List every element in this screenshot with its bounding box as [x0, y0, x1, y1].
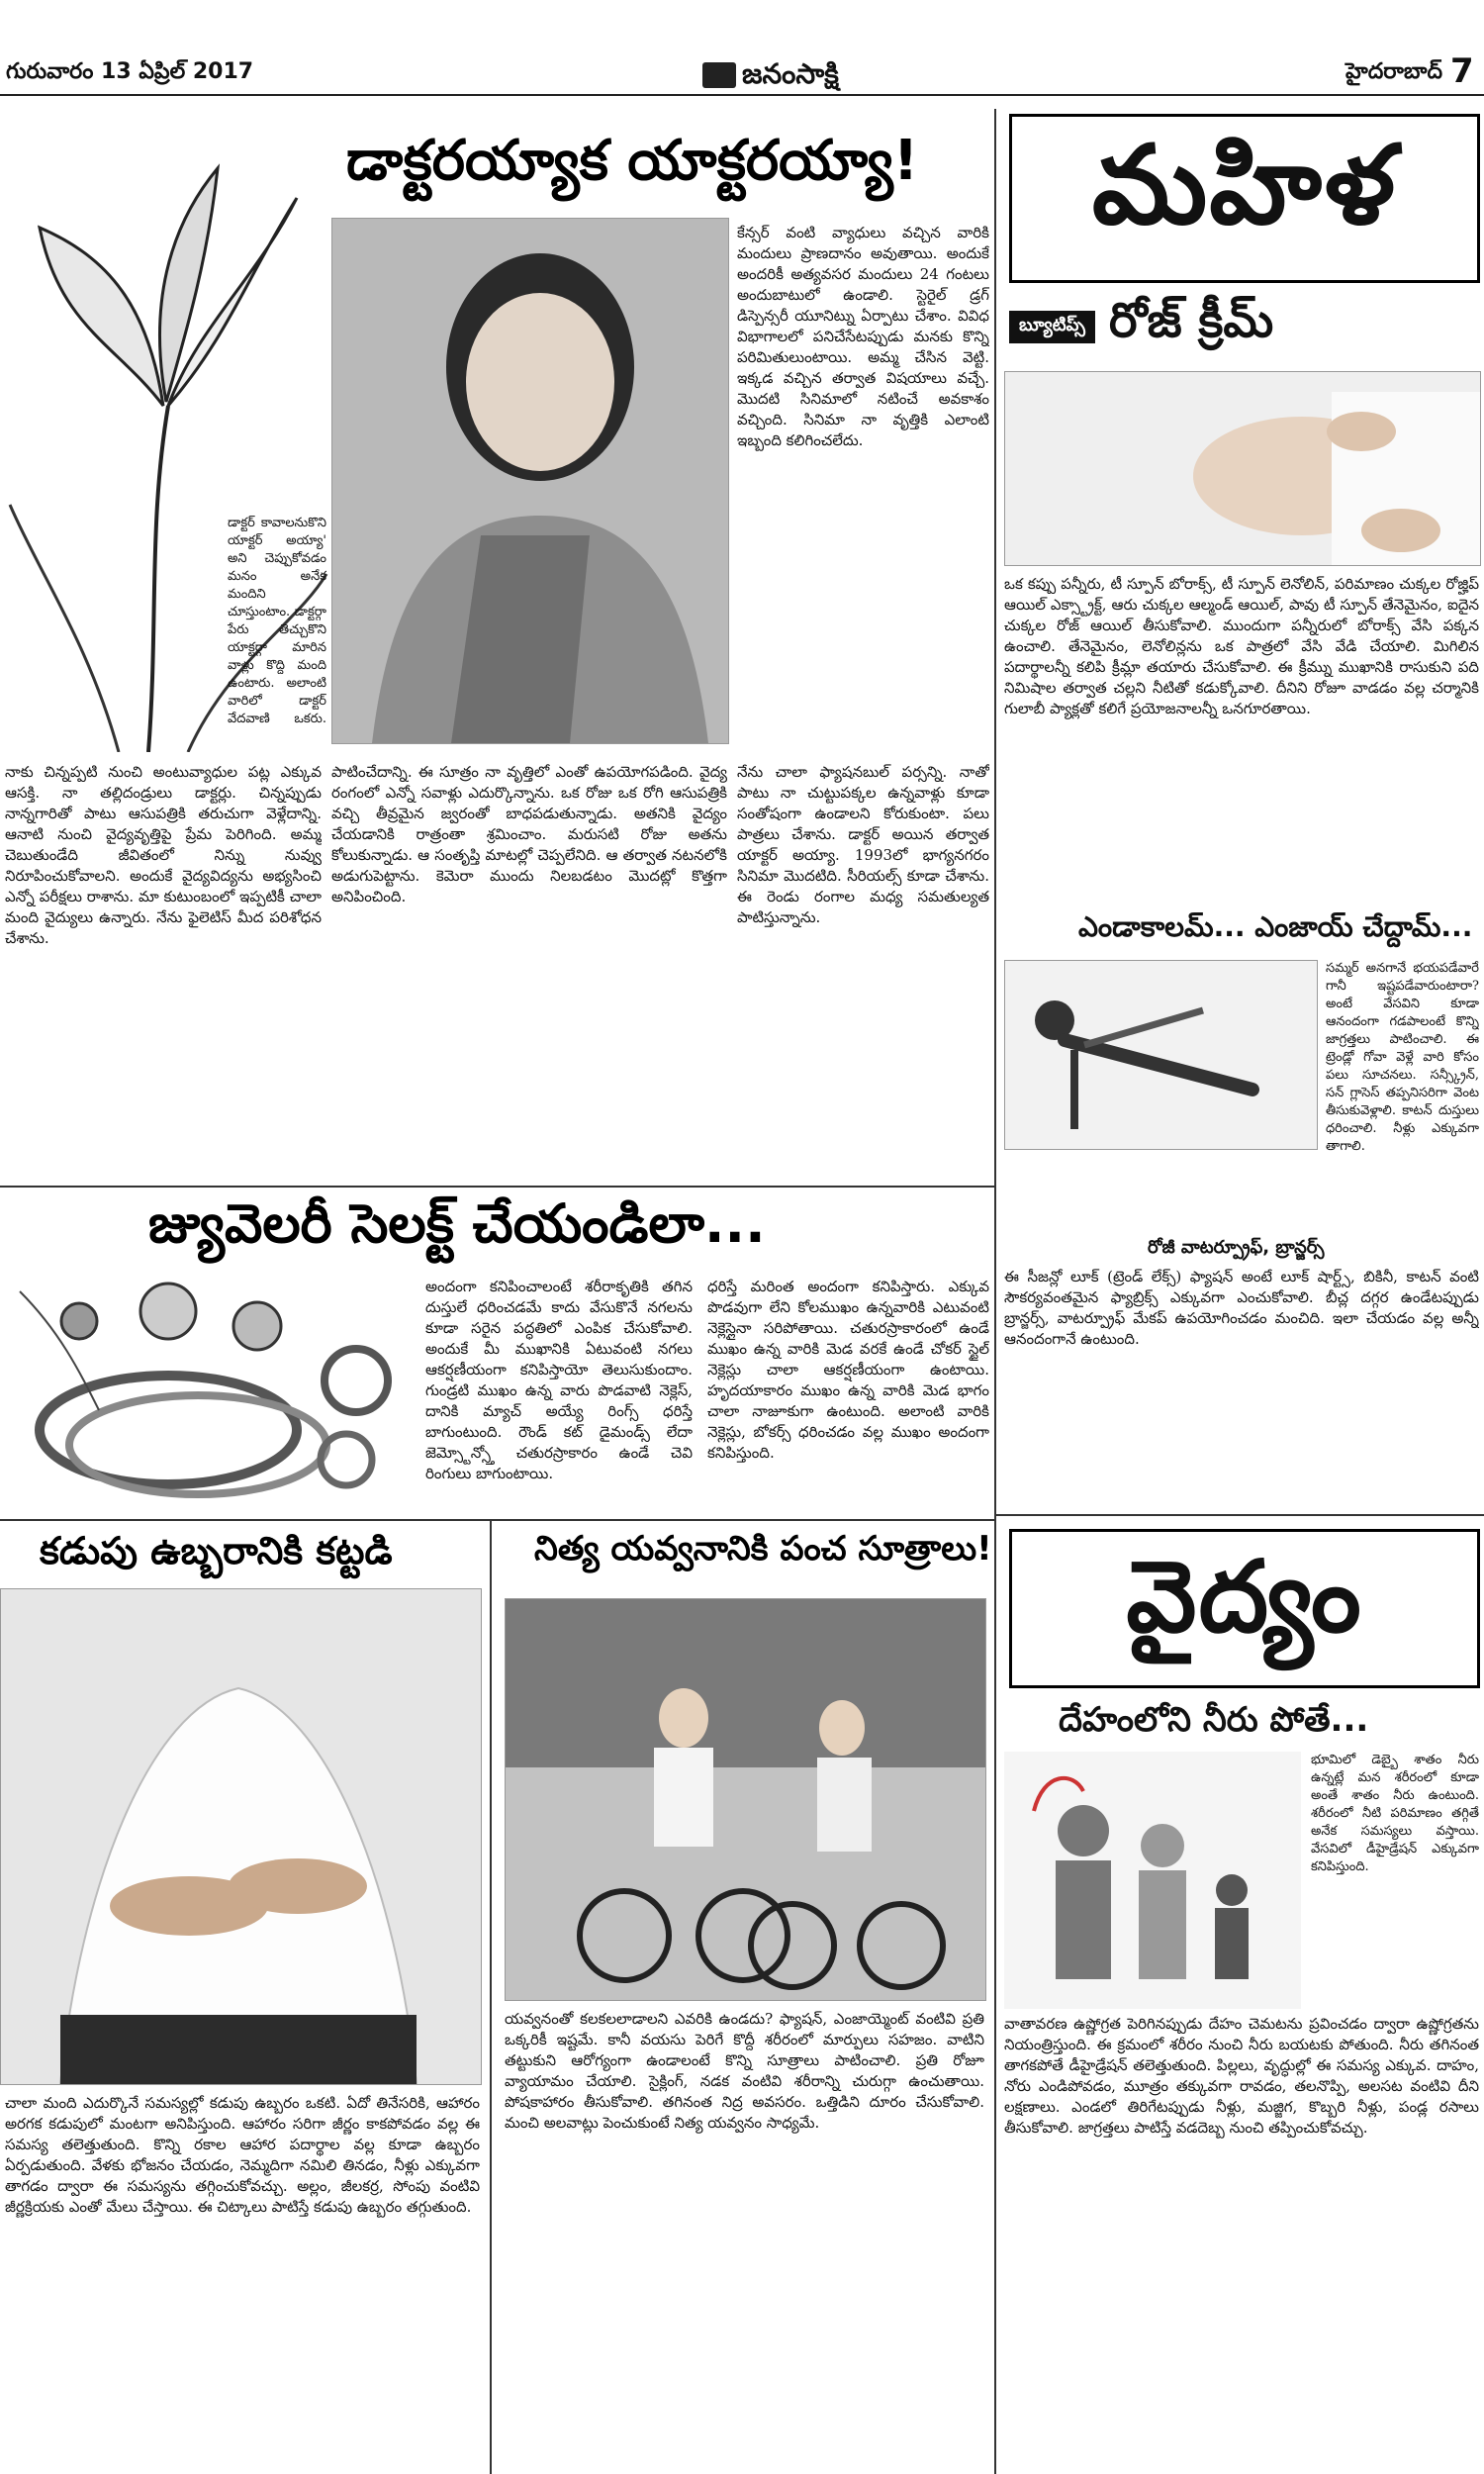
- health-body: వాతావరణ ఉష్ణోగ్రత పెరిగినప్పుడు దేహం చెమటను ప్రవించడం ద్వారా ఉష్ణోగ్రతను నియంత్రిస్తుంది. ఈ క్రమంలో శరీరం నుంచి నీరు బయటకు పోతుంది. నీరు తగినంత తాగకపోతే డీహైడ్రేషన్ తలెత్తుతుంది. పిల్లలు, వృద్ధుల్లో ఈ సమస్య ఎక్కువ. దాహం, నోరు ఎండిపోవడం, మూత్రం తక్కువగా రావడం, తలనొప్పి, అలసట వంటివి దీని లక్షణాలు. ఎండలో తిరిగేటప్పుడు నీళ్లు, మజ్జిగ, కొబ్బరి నీళ్లు, పండ్ల రసాలు తీసుకోవాలి. జాగ్రత్తలు పాటిస్తే వడదెబ్బ నుంచి తప్పించుకోవచ్చు.: [1004, 2015, 1479, 2137]
- jewellery-illustration: [0, 1272, 416, 1499]
- edition-city: హైదరాబాద్: [1345, 59, 1442, 84]
- mahila-masthead: [1009, 114, 1480, 283]
- summer-body: సమ్మర్ అనగానే భయపడేవారే గానీ ఇష్టపడేవారుంటారా? అంటే వేసవిని కూడా ఆనందంగా గడపాలంటే కొన్ని జాగ్రత్తలు పాటించాలి. ఈ ట్రెండ్లో గోవా వెళ్లే వారి కోసం పలు సూచనలు. సన్స్క్రీన్, సన్ గ్లాసెస్ తప్పనిసరిగా వెంట తీసుకువెళ్లాలి. కాటన్ దుస్తులు ధరించాలి. నీళ్లు ఎక్కువగా తాగాలి.: [1326, 961, 1479, 1154]
- doctor-right-column: కేన్సర్ వంటి వ్యాధులు వచ్చిన వారికి మందులు ప్రాణదానం అవుతాయి. అందుకే అందరికీ అత్యవసర మందులు 24 గంటలు అందుబాటులో ఉండాలి. స్టెరైల్ డ్రగ్ డిస్పెన్సరీ యూనిట్ను ఏర్పాటు చేశాం. వివిధ విభాగాలలో పనిచేసేటప్పుడు మనకు కొన్ని పరిమితులుంటాయి. అమ్మ చేసిన వెట్టి. ఇక్కడ వచ్చిన తర్వాత విషయాలు వచ్చే. మొదటి సినిమాలో నటించే అవకాశం వచ్చింది. సినిమా నా వృత్తికి ఎలాంటి ఇబ్బంది కలిగించలేదు.: [737, 224, 989, 449]
- doctor-far-column: నేను చాలా ఫ్యాషనబుల్ పర్సన్ని. నాతో పాటు నా చుట్టుపక్కల ఉన్నవాళ్లు కూడా సంతోషంగా ఉండాలని కోరుకుంటా. పలు పాత్రలు చేశాను. డాక్టర్ అయిన తర్వాత యాక్టర్ అయ్యా. 1993లో భాగ్యనగరం సినిమా మొదటిది. సీరియల్స్ కూడా చేశాను. ఈ రెండు రంగాల మధ్య సమతుల్యత పాటిస్తున్నాను.: [737, 763, 989, 926]
- stomach-photo: [0, 1588, 482, 2085]
- family-illustration: [1004, 1752, 1301, 2009]
- section-divider: [994, 1514, 1484, 1516]
- doctor-headline: డాక్టరయ్యాక యాక్టరయ్యా!: [346, 129, 919, 193]
- health-masthead-text: వైద్యం: [1126, 1538, 1363, 1655]
- jewellery-column-1: అందంగా కనిపించాలంటే శరీరాకృతికి తగిన దుస్తులే ధరించడమే కాదు వేసుకొనే నగలను కూడా సరైన పద్ధతిలో ఎంపిక చేసుకోవాలి. అందుకే మీ ముఖానికి ఏటువంటి నగలు ఆకర్షణీయంగా కనిపిస్తాయో తెలుసుకుందాం. గుండ్రటి ముఖం ఉన్న వారు పొడవాటి నెక్లెస్, దానికి మ్యాచ్ అయ్యే రింగ్స్ ధరిస్తే బాగుంటుంది. రౌండ్ కట్ డైమండ్స్ లేదా జెమ్స్టోన్స్తో చతురస్రాకారం ఉండే చెవి రింగులు బాగుంటాయి.: [425, 1278, 693, 1482]
- page-number: 7: [1450, 51, 1474, 91]
- column-divider: [994, 109, 996, 2474]
- beauty-tip-title: రోజ్ క్రీమ్: [1108, 293, 1274, 348]
- newspaper-brand: [702, 57, 839, 97]
- youth-body: యవ్వనంతో కలకలలాడాలని ఎవరికి ఉండదు? ఫ్యాషన్, ఎంజాయ్మెంట్ వంటివి ప్రతి ఒక్కరికీ ఇష్టమే. కానీ వయసు పెరిగే కొద్దీ శరీరంలో మార్పులు సహజం. వాటిని తట్టుకుని ఆరోగ్యంగా ఉండాలంటే కొన్ని సూత్రాలు పాటించాలి. ప్రతి రోజూ వ్యాయామం చేయాలి. సైక్లింగ్, నడక వంటివి శరీరాన్ని చురుగ్గా ఉంచుతాయి. పోషకాహారం తీసుకోవాలి. తగినంత నిద్ర అవసరం. ఒత్తిడిని దూరం చేసుకోవాలి. మంచి అలవాట్లు పెంచుకుంటే నిత్య యవ్వనం సాధ్యమే.: [505, 2010, 984, 2132]
- mahila-masthead-text: మహిళ: [1091, 121, 1398, 248]
- cycling-photo: [505, 1598, 986, 2001]
- jewellery-headline: జ్యువెలరీ సెలక్ట్ చేయండిలా...: [148, 1192, 766, 1255]
- extra-title: రోజీ వాటర్ప్రూఫ్, బ్రాన్జర్స్: [1148, 1237, 1325, 1258]
- summer-title: ఎండాకాలమ్... ఎంజాయ్ చేద్దామ్...: [1078, 910, 1473, 943]
- stomach-body: చాలా మంది ఎదుర్కొనే సమస్యల్లో కడుపు ఉబ్బరం ఒకటి. ఏదో తినేసరికి, ఆహారం అరగక కడుపులో మంటగా అనిపిస్తుంది. ఆహారం సరిగా జీర్ణం కాకపోవడం వల్ల ఈ సమస్య తలెత్తుతుంది. కొన్ని రకాల ఆహార పదార్థాల వల్ల కూడా ఉబ్బరం ఏర్పడుతుంది. వేళకు భోజనం చేయడం, నెమ్మదిగా నమిలి తినడం, నీళ్లు ఎక్కువగా తాగడం ద్వారా ఈ సమస్యను తగ్గించుకోవచ్చు. అల్లం, జీలకర్ర, సోంపు వంటివి జీర్ణక్రియకు ఎంతో మేలు చేస్తాయి. ఈ చిట్కాలు పాటిస్తే కడుపు ఉబ్బరం తగ్గుతుంది.: [5, 2094, 480, 2216]
- jewellery-column-2: ధరిస్తే మరింత అందంగా కనిపిస్తారు. ఎక్కువ పొడవుగా లేని కోలముఖం ఉన్నవారికి ఎటువంటి నెక్లెస్లైనా సరిపోతాయి. చతురస్రాకారంలో ఉండే ముఖం ఉన్న వారికి మెడ వరకే ఉండే చోకర్ స్టైల్ నెక్లెస్లు చాలా ఆకర్షణీయంగా ఉంటాయి. హృదయాకారం ముఖం ఉన్న వారికి మెడ భాగం చాలా నాజూకుగా ఉంటుంది. అలాంటి వారికి నెక్లెస్లు, బోకర్స్ ధరించడం వల్ల ముఖం అందంగా కనిపిస్తుంది.: [707, 1278, 989, 1462]
- doctor-side-text: డాక్టర్ కావాలనుకొని యాక్టర్ అయ్యా' అని చెప్పుకోవడం మనం అనేక మందిని చూస్తుంటాం. డాక్టర్గా పేరు తెచ్చుకొని యాక్టర్గా మారిన వాళ్లు కొద్ది మంది ఉంటారు. అలాంటి వారిలో డాక్టర్ వేదవాణి ఒకరు.: [228, 516, 326, 726]
- section-divider: [0, 1186, 994, 1188]
- health-title: దేహంలోని నీరు పోతే...: [1059, 1700, 1369, 1740]
- brand-name: జనంసాక్షి: [742, 57, 839, 90]
- issue-date: గురువారం 13 ఏప్రిల్ 2017: [6, 59, 254, 84]
- section-divider: [0, 1519, 994, 1521]
- brand-logo-icon: [702, 62, 736, 88]
- extra-body: ఈ సీజన్లో లూక్ (ట్రెండ్ లేక్స్) ఫ్యాషన్ అంటే లూక్ షార్ట్స్, బికినీ, కాటన్ వంటి సౌకర్యవంతమైన ఫ్యాబ్రిక్స్ ఎక్కువగా ఎంచుకోవాలి. బీచ్ల దగ్గర ఉండేటప్పుడు బ్రాన్జర్స్, వాటర్ప్రూఫ్ మేకప్ ఉపయోగించడం మంచిది. ఇలా చేయడం వల్ల అన్నీ ఆనందంగానే ఉంటుంది.: [1004, 1268, 1479, 1348]
- beauty-tip-label: బ్యూటిప్స్: [1009, 311, 1095, 343]
- column-divider: [490, 1519, 492, 2474]
- facial-photo: [1004, 371, 1481, 566]
- doctor-photo: [331, 218, 729, 744]
- rose-cream-body: ఒక కప్పు పన్నీరు, టీ స్పూన్ బోరాక్స్, టీ స్పూన్ లెనోలిన్, పరిమాణం చుక్కల రోజ్హిప్ ఆయిల్ ఎక్స్ట్రాక్ట్, ఆరు చుక్కల ఆల్మండ్ ఆయిల్, పావు టీ స్పూన్ తేనెమైనం, ఐదైన చుక్కల రోజ్ ఆయిల్ తీసుకోవాలి. ముందుగా పన్నీరులో బోరాక్స్ వేసి పక్కన ఉంచాలి. తేనెమైనం, లెనోలిన్లను ఒక పాత్రలో వేసి వేడి చేయాలి. మిగిలిన పదార్థాలన్నీ కలిపి క్రీమ్లా తయారు చేసుకోవాలి. ఈ క్రీమ్ను ముఖానికి రాసుకుని పది నిమిషాల తర్వాత చల్లని నీటితో కడుక్కోవాలి. దీనిని రోజూ వాడడం వల్ల చర్మానికి గులాబీ ప్యాక్లతో కలిగే ప్రయోజనాలన్నీ ఒనగూరతాయి.: [1004, 575, 1479, 717]
- doctor-left-column: నాకు చిన్నప్పటి నుంచి అంటువ్యాధుల పట్ల ఎక్కువ ఆసక్తి. నా తల్లిదండ్రులు డాక్టర్లు. చిన్నప్పుడు నాన్నగారితో పాటు ఆసుపత్రికి తరుచుగా వెళ్లేదాన్ని. ఆనాటి నుంచి వైద్యవృత్తిపై ప్రేమ పెరిగింది. అమ్మ చెబుతుండేది జీవితంలో నిన్ను నువ్వు నిరూపించుకోవాలని. అందుకే వైద్యవిద్యను అభ్యసించి ఎన్నో పరీక్షలు రాశాను. మా కుటుంబంలో ఇప్పటికీ చాలా మంది వైద్యులు ఉన్నారు. నేను ఫైలెటిస్ మీద పరిశోధన చేశాను.: [5, 763, 322, 947]
- exercise-photo: [1004, 960, 1318, 1150]
- youth-headline: నిత్య యవ్వనానికి పంచ సూత్రాలు!: [534, 1529, 992, 1569]
- beauty-tip-header: [1009, 293, 1474, 356]
- health-side-text: భూమిలో డెబ్బై శాతం నీరు ఉన్నట్లే మన శరీరంలో కూడా అంతే శాతం నీరు ఉంటుంది. శరీరంలో నీటి పరిమాణం తగ్గితే అనేక సమస్యలు వస్తాయి. వేసవిలో డీహైడ్రేషన్ ఎక్కువగా కనిపిస్తుంది.: [1311, 1753, 1479, 1874]
- health-masthead: [1009, 1529, 1480, 1688]
- doctor-mid-column: పాటించేదాన్ని. ఈ సూత్రం నా వృత్తిలో ఎంతో ఉపయోగపడింది. వైద్య రంగంలో ఎన్నో సవాళ్లు ఎదుర్కొన్నాను. ఒక రోజు ఒక రోగి ఆసుపత్రికి వచ్చి తీవ్రమైన జ్వరంతో బాధపడుతున్నాడు. అతనికి వైద్యం చేయడానికి రాత్రంతా శ్రమించాం. మరుసటి రోజు అతను కోలుకున్నాడు. ఆ సంతృప్తి మాటల్లో చెప్పలేనిది. ఆ తర్వాత నటనలోకి అడుగుపెట్టాను. కెమెరా ముందు నిలబడటం మొదట్లో కొత్తగా అనిపించింది.: [331, 763, 727, 905]
- stomach-headline: కడుపు ఉబ్బరానికి కట్టడి: [40, 1529, 393, 1572]
